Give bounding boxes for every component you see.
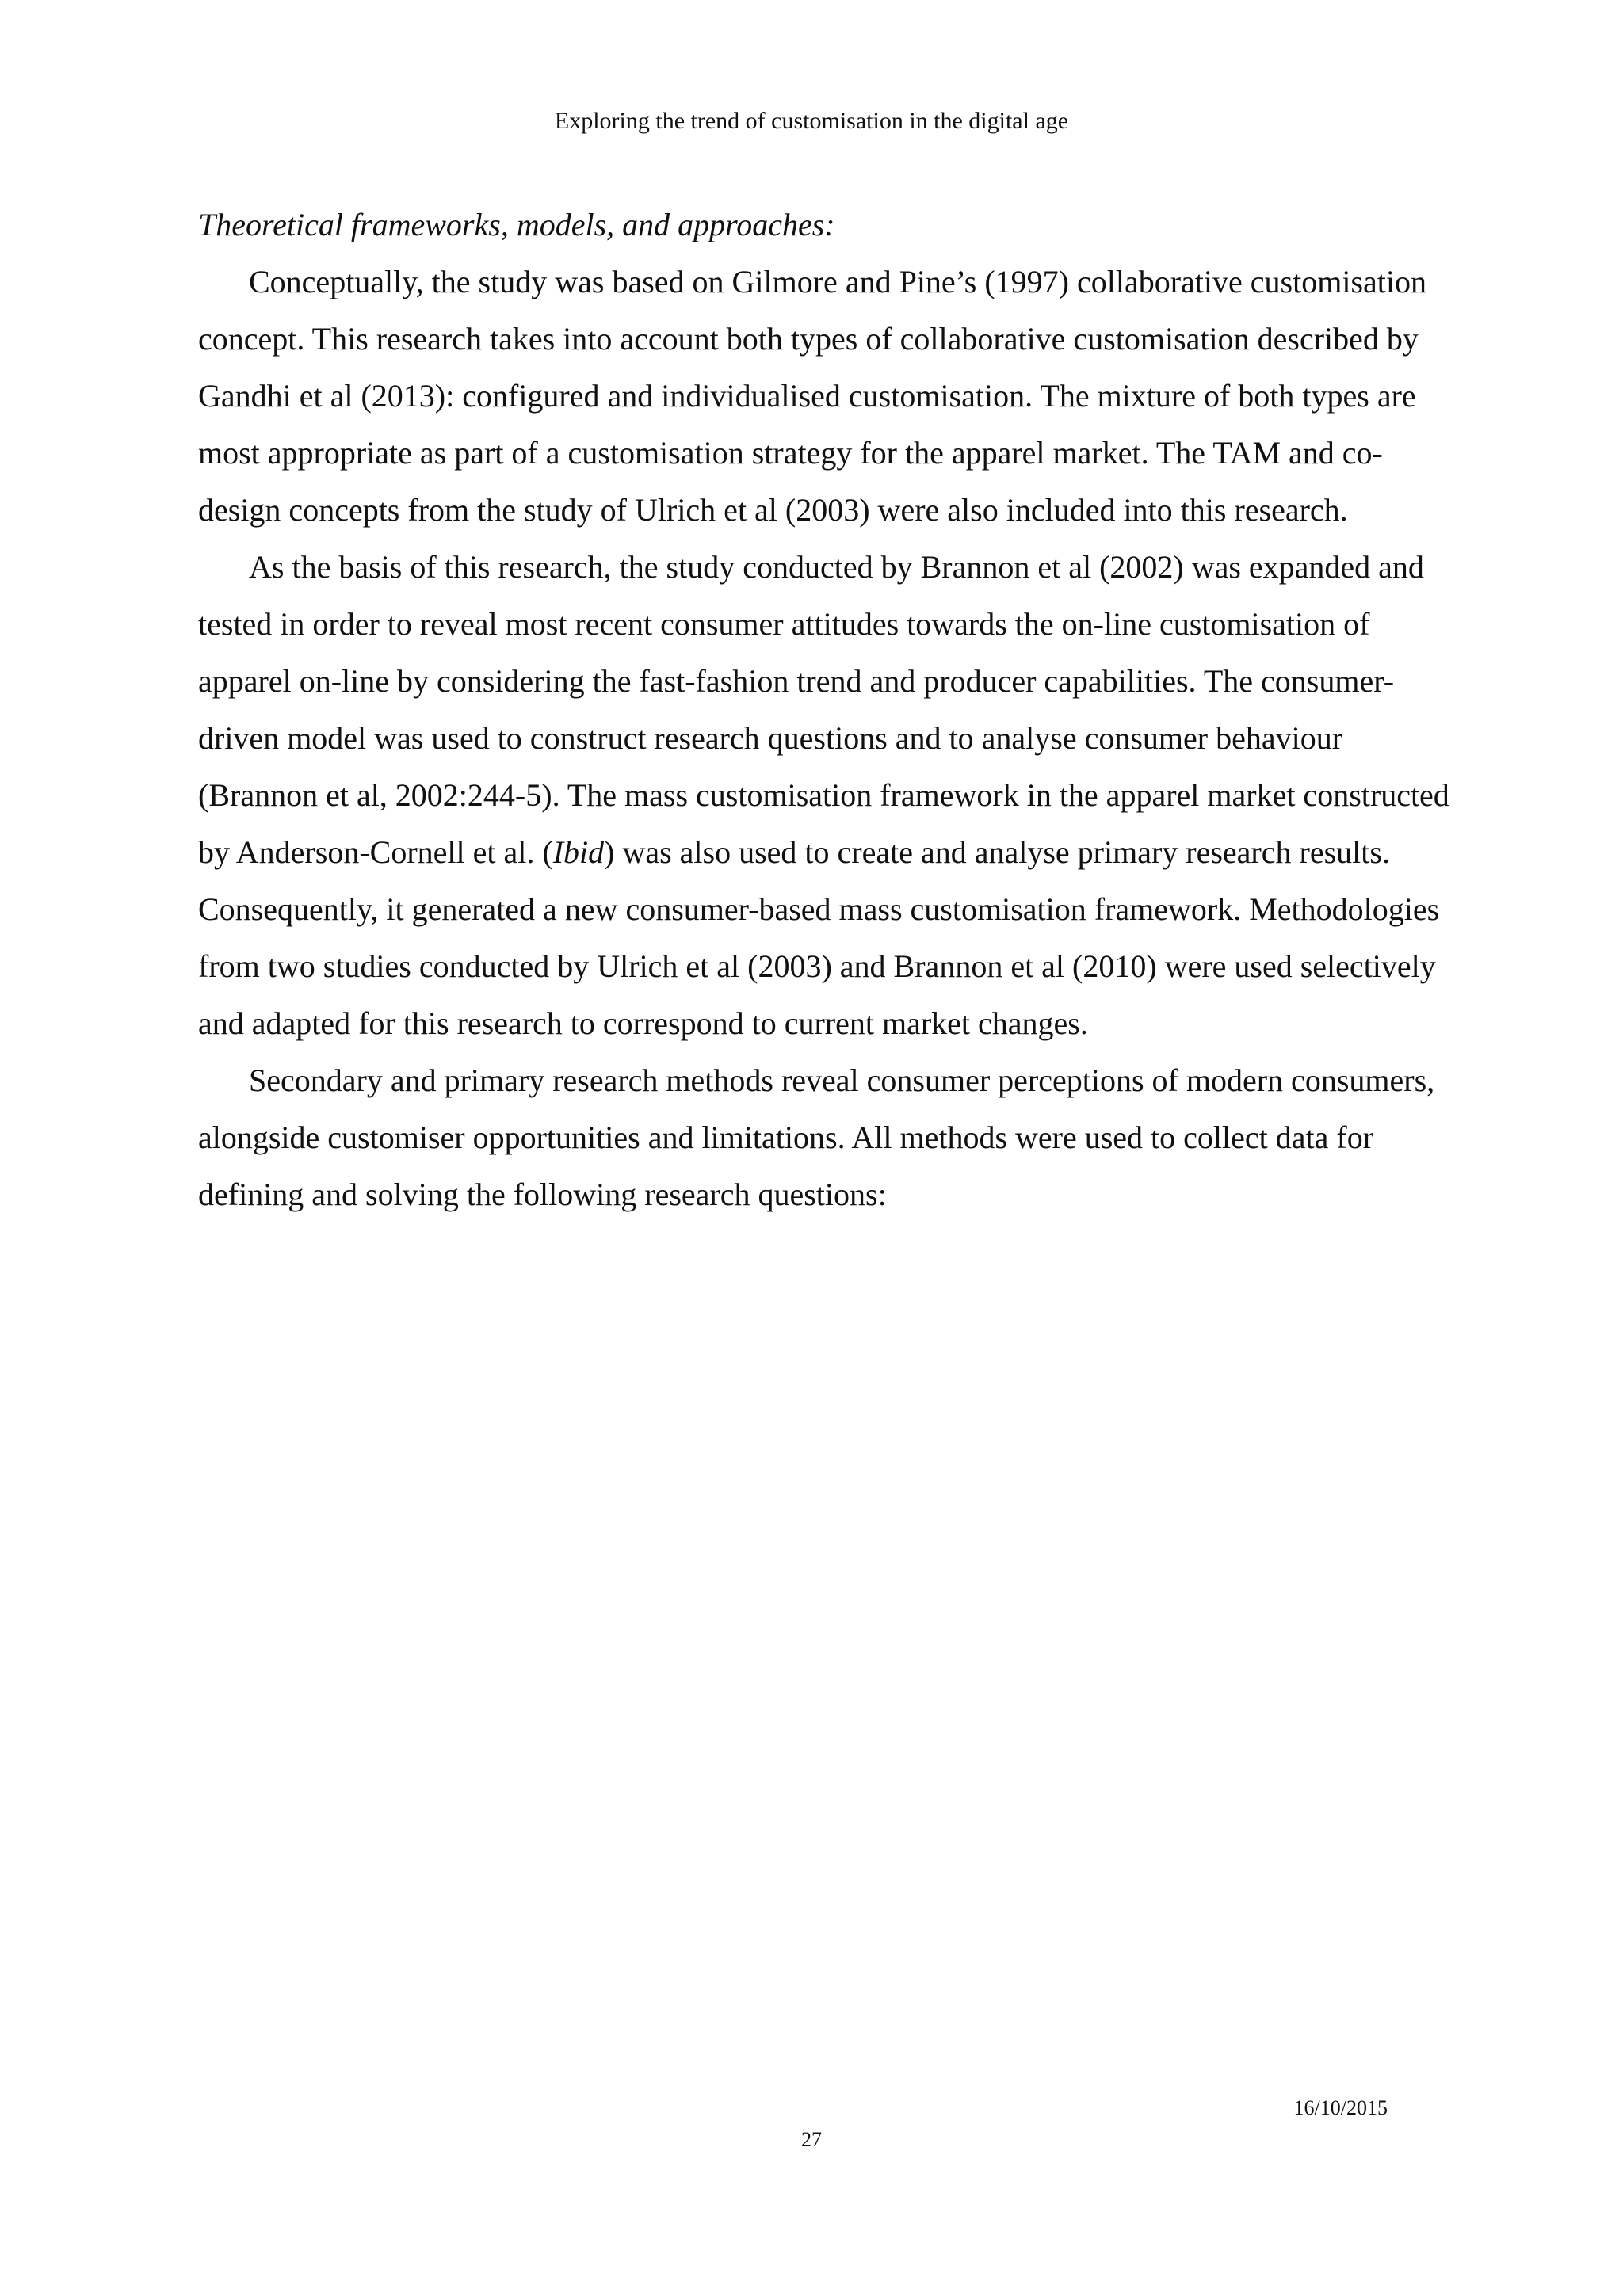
paragraph-conceptual-basis: Conceptually, the study was based on Gilmore and Pine’s (1997) collaborative customisation concept. This research takes into account both types of collaborative customisation described by Gandhi et al (2013): configured and individualised customisation. The mixture of both types are most appropriate as part of a customisation strategy for the apparel market. The TAM and co-design concepts from the study of Ulrich et al (2003) were also included into this research. bbox=[198, 264, 1426, 528]
paragraph-text: ) was also used to create and analyse primary research results. Consequently, it generated a new consumer-based mass customisation framework. Methodologies from two studies conducted by Ulrich et al (2003) and Brannon et al (2010) were used selectively and adapted for this research to correspond to current market changes. bbox=[198, 834, 1440, 1041]
section-heading: Theoretical frameworks, models, and approaches: bbox=[198, 207, 835, 242]
page-body bbox=[198, 196, 1458, 1223]
paragraph-text: As the basis of this research, the study conducted by Brannon et al (2002) was expanded and tested in order to reveal most recent consumer attitudes towards the on-line customisation of apparel on-line by considering the fast-fashion trend and producer capabilities. The consumer-driven model was used to construct research questions and to analyse consumer behaviour (Brannon et al, 2002:244-5). The mass customisation framework in the apparel market constructed by Anderson-Cornell et al. ( bbox=[198, 549, 1449, 870]
ibid-citation: Ibid bbox=[552, 834, 605, 870]
running-header-title: Exploring the trend of customisation in the digital age bbox=[554, 108, 1069, 134]
page-number: 27 bbox=[801, 2128, 822, 2151]
footer-date: 16/10/2015 bbox=[1293, 2096, 1388, 2119]
paragraph-research-methods: Secondary and primary research methods reveal consumer perceptions of modern consumers, alongside customiser opportunities and limitations. All methods were used to collect data for defining and solving the following research questions: bbox=[198, 1062, 1435, 1212]
paragraph-research-basis bbox=[198, 539, 1458, 1052]
